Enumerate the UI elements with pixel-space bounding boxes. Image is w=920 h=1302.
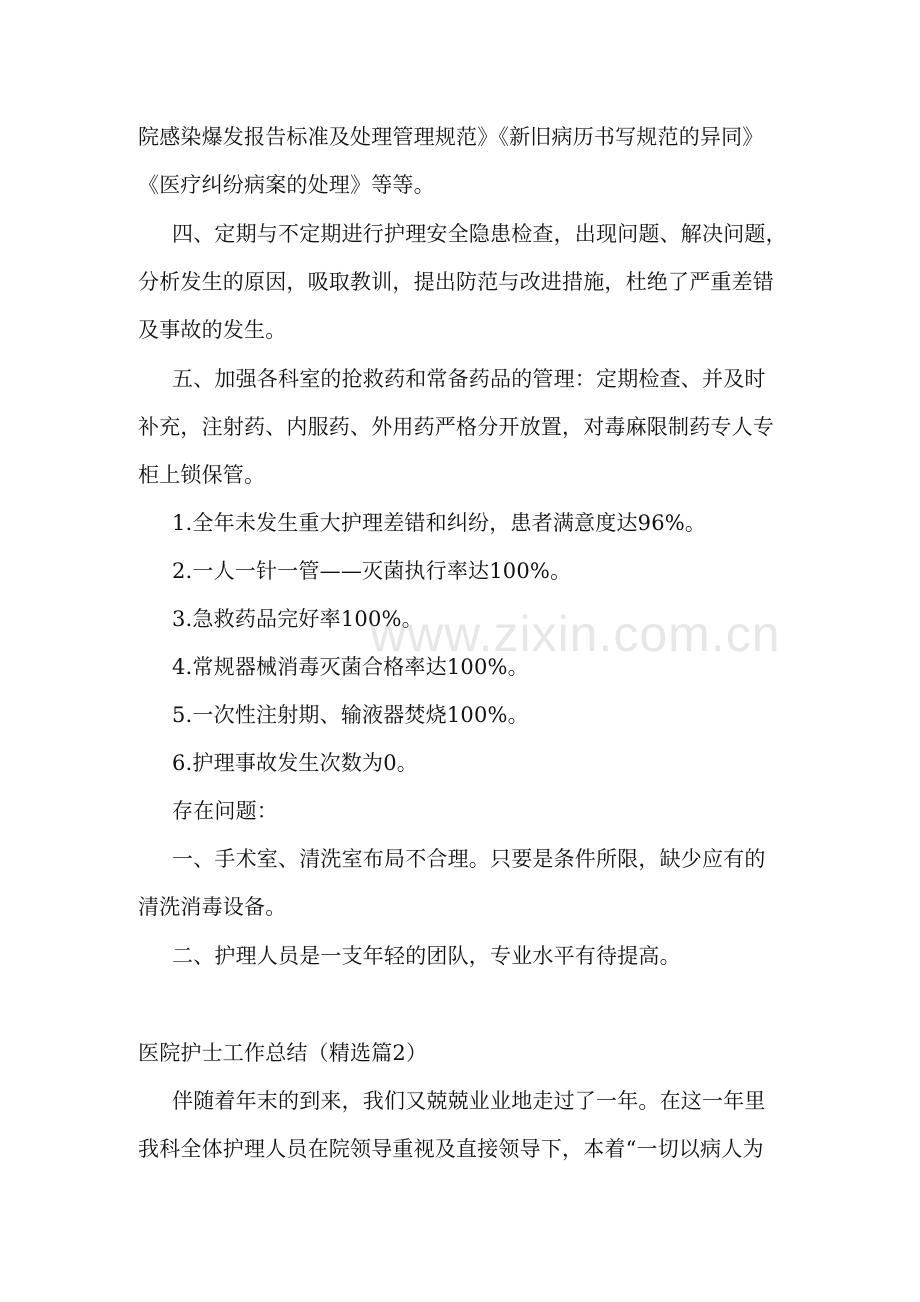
- list-item: 5.一次性注射期、输液器焚烧100%。: [172, 703, 529, 727]
- list-item: 4.常规器械消毒灭菌合格率达100%。: [172, 655, 529, 679]
- text-line: 五、加强各科室的抢救药和常备药品的管理：定期检查、并及时: [172, 367, 766, 391]
- list-item: 3.急救药品完好率100%。: [172, 607, 423, 631]
- section-heading: 医院护士工作总结（精选篇2）: [138, 1041, 428, 1065]
- text-line: 补充，注射药、内服药、外用药严格分开放置，对毒麻限制药专人专: [138, 415, 774, 439]
- text-line: 二、护理人员是一支年轻的团队，专业水平有待提高。: [172, 944, 681, 968]
- text-line: 《医疗纠纷病案的处理》等等。: [138, 173, 435, 197]
- text-line: 及事故的发生。: [138, 318, 287, 342]
- text-line: 院感染爆发报告标准及处理管理规范》《新旧病历书写规范的异同》: [138, 125, 764, 149]
- list-item: 6.护理事故发生次数为0。: [172, 751, 418, 775]
- text-line: 清洗消毒设备。: [138, 895, 287, 919]
- text-line: 四、定期与不定期进行护理安全隐患检查，出现问题、解决问题，: [172, 222, 787, 246]
- text-line: 伴随着年末的到来，我们又兢兢业业地走过了一年。在这一年里: [172, 1089, 766, 1113]
- text-line: 分析发生的原因，吸取教训，提出防范与改进措施，杜绝了严重差错: [138, 270, 774, 294]
- watermark-text: www.zixin.com.cn: [370, 606, 781, 662]
- list-item: 2.一人一针一管——灭菌执行率达100%。: [172, 559, 572, 583]
- text-line: 一、手术室、清洗室布局不合理。只要是条件所限，缺少应有的: [172, 847, 766, 871]
- list-item: 1.全年未发生重大护理差错和纠纷，患者满意度达96%。: [172, 511, 707, 535]
- section-label: 存在问题：: [172, 799, 278, 823]
- text-line: 柜上锁保管。: [138, 463, 266, 487]
- text-line: 我科全体护理人员在院领导重视及直接领导下，本着“一切以病人为: [138, 1137, 764, 1161]
